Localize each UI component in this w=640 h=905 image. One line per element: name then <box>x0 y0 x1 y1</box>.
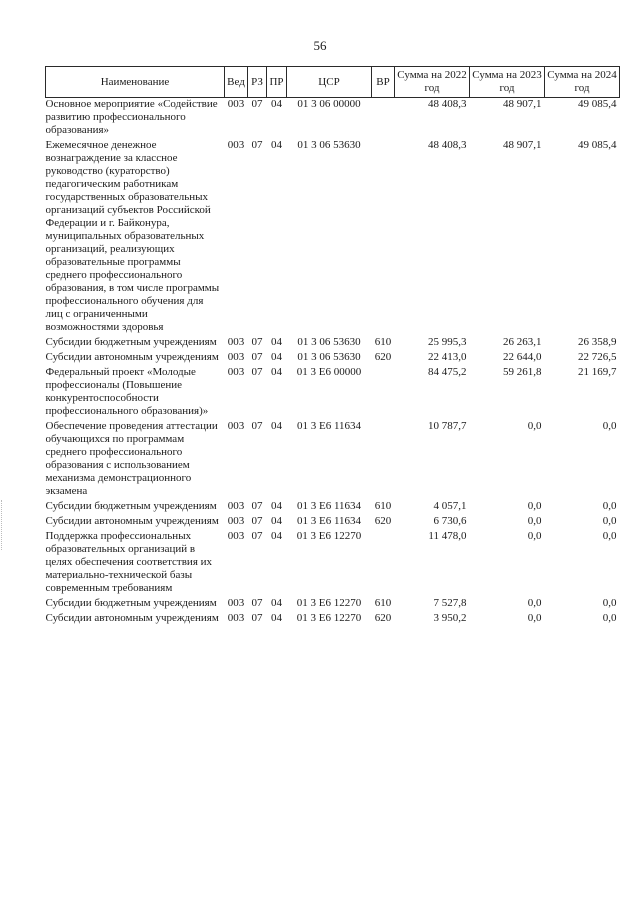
cell-pr: 04 <box>271 366 282 378</box>
cell-rz: 07 <box>251 420 263 432</box>
cell-rz: 07 <box>251 98 263 110</box>
table-header-row <box>46 67 620 98</box>
table-row <box>46 530 620 597</box>
cell-csr: 01 3 06 00000 <box>297 98 361 110</box>
cell-sum-2024: 0,0 <box>602 597 617 609</box>
scan-margin-mark <box>1 500 8 550</box>
cell-name: Обеспечение проведения аттестации обучающихся по программам среднего профессионального образования с использованием механизма демонстрационного экзамена <box>45 420 218 497</box>
cell-ved: 003 <box>227 420 245 432</box>
cell-sum-2023: 22 644,0 <box>503 351 542 363</box>
cell-ved: 003 <box>227 98 245 110</box>
cell-sum-2024: 22 726,5 <box>578 351 617 363</box>
cell-csr: 01 3 06 53630 <box>297 351 361 363</box>
cell-rz: 07 <box>251 530 263 542</box>
cell-sum-2023: 0,0 <box>527 530 542 542</box>
cell-sum-2024: 0,0 <box>602 500 617 512</box>
cell-sum-2024: 0,0 <box>602 612 617 624</box>
table-row <box>46 612 620 627</box>
table-row <box>46 500 620 515</box>
header-csr: ЦСР <box>287 67 372 98</box>
cell-pr: 04 <box>271 139 282 151</box>
cell-csr: 01 3 Е6 00000 <box>296 366 362 378</box>
cell-pr: 04 <box>271 530 282 542</box>
cell-rz: 07 <box>251 612 263 624</box>
cell-sum-2024: 26 358,9 <box>578 336 617 348</box>
table-row <box>46 139 620 336</box>
cell-name: Субсидии автономным учреждениям <box>45 515 219 527</box>
cell-sum-2022: 25 995,3 <box>428 336 467 348</box>
cell-sum-2023: 59 261,8 <box>503 366 542 378</box>
cell-name: Федеральный проект «Молодые профессионалы (Повышение конкурентоспособности профессионального образования)» <box>45 366 209 417</box>
cell-pr: 04 <box>271 420 282 432</box>
cell-sum-2022: 3 950,2 <box>433 612 467 624</box>
cell-rz: 07 <box>251 500 263 512</box>
cell-sum-2022: 4 057,1 <box>433 500 467 512</box>
cell-sum-2023: 26 263,1 <box>503 336 542 348</box>
cell-rz: 07 <box>251 515 263 527</box>
cell-vr: 610 <box>374 597 392 609</box>
cell-csr: 01 3 06 53630 <box>297 139 361 151</box>
cell-vr <box>372 366 395 420</box>
cell-csr: 01 3 Е6 11634 <box>296 420 362 432</box>
cell-sum-2023: 48 907,1 <box>503 98 542 110</box>
cell-sum-2024: 21 169,7 <box>578 366 617 378</box>
cell-ved: 003 <box>227 351 245 363</box>
header-ved: Вед <box>225 67 248 98</box>
cell-ved: 003 <box>227 139 245 151</box>
table-row <box>46 351 620 366</box>
cell-sum-2022: 84 475,2 <box>428 366 467 378</box>
cell-ved: 003 <box>227 500 245 512</box>
cell-ved: 003 <box>227 366 245 378</box>
cell-ved: 003 <box>227 336 245 348</box>
cell-sum-2022: 10 787,7 <box>428 420 467 432</box>
cell-sum-2023: 0,0 <box>527 500 542 512</box>
cell-pr: 04 <box>271 500 282 512</box>
cell-csr: 01 3 Е6 12270 <box>296 597 362 609</box>
cell-pr: 04 <box>271 98 282 110</box>
cell-vr: 620 <box>374 612 392 624</box>
cell-sum-2022: 11 478,0 <box>428 530 467 542</box>
cell-csr: 01 3 Е6 12270 <box>296 530 362 542</box>
cell-sum-2022: 7 527,8 <box>433 597 467 609</box>
cell-sum-2022: 48 408,3 <box>428 98 467 110</box>
cell-vr: 610 <box>374 500 392 512</box>
cell-vr <box>372 139 395 336</box>
header-name: Наименование <box>46 67 225 98</box>
cell-vr <box>372 98 395 140</box>
cell-rz: 07 <box>251 351 263 363</box>
cell-ved: 003 <box>227 530 245 542</box>
cell-vr: 610 <box>374 336 392 348</box>
cell-name: Ежемесячное денежное вознаграждение за классное руководство (кураторство) педагогическим работникам государственных образовательных организаций субъектов Российской Федерации и г. Байконура, муниципальных образовательных организаций, реализующих образовательные программы среднего профессионального образования, в том числе программы профессионального обучения для лиц с ограниченными возможностями здоровья <box>45 139 220 333</box>
cell-sum-2024: 0,0 <box>602 420 617 432</box>
cell-ved: 003 <box>227 597 245 609</box>
cell-csr: 01 3 Е6 11634 <box>296 500 362 512</box>
table-row <box>46 597 620 612</box>
header-pr: ПР <box>267 67 287 98</box>
table-row <box>46 420 620 500</box>
cell-sum-2022: 22 413,0 <box>428 351 467 363</box>
cell-name: Субсидии бюджетным учреждениям <box>45 336 217 348</box>
cell-pr: 04 <box>271 597 282 609</box>
cell-sum-2022: 6 730,6 <box>433 515 467 527</box>
cell-name: Субсидии бюджетным учреждениям <box>45 597 217 609</box>
budget-table <box>45 66 620 627</box>
cell-sum-2023: 0,0 <box>527 420 542 432</box>
table-body <box>46 98 620 628</box>
header-sum-2023: Сумма на 2023 год <box>470 67 545 98</box>
cell-rz: 07 <box>251 366 263 378</box>
header-vr: ВР <box>372 67 395 98</box>
cell-pr: 04 <box>271 515 282 527</box>
cell-sum-2023: 48 907,1 <box>503 139 542 151</box>
header-sum-2022: Сумма на 2022 год <box>395 67 470 98</box>
cell-sum-2024: 0,0 <box>602 530 617 542</box>
cell-sum-2023: 0,0 <box>527 597 542 609</box>
cell-csr: 01 3 Е6 12270 <box>296 612 362 624</box>
cell-name: Субсидии автономным учреждениям <box>45 351 219 363</box>
cell-sum-2024: 49 085,4 <box>578 98 617 110</box>
cell-sum-2023: 0,0 <box>527 612 542 624</box>
page-number: 56 <box>313 38 327 53</box>
cell-ved: 003 <box>227 612 245 624</box>
header-sum-2024: Сумма на 2024 год <box>545 67 620 98</box>
cell-vr <box>372 420 395 500</box>
table-row <box>46 515 620 530</box>
cell-name: Основное мероприятие «Содействие развитию профессионального образования» <box>45 98 218 136</box>
cell-name: Субсидии автономным учреждениям <box>45 612 219 624</box>
cell-vr: 620 <box>374 351 392 363</box>
header-rz: РЗ <box>248 67 267 98</box>
cell-vr: 620 <box>374 515 392 527</box>
cell-csr: 01 3 06 53630 <box>297 336 361 348</box>
cell-csr: 01 3 Е6 11634 <box>296 515 362 527</box>
cell-rz: 07 <box>251 336 263 348</box>
cell-ved: 003 <box>227 515 245 527</box>
cell-name: Субсидии бюджетным учреждениям <box>45 500 217 512</box>
table-row <box>46 366 620 420</box>
cell-sum-2022: 48 408,3 <box>428 139 467 151</box>
cell-pr: 04 <box>271 336 282 348</box>
cell-sum-2024: 0,0 <box>602 515 617 527</box>
cell-name: Поддержка профессиональных образовательных организаций в целях обеспечения соответствия их материально-технической базы современным требованиям <box>45 530 213 594</box>
table-row <box>46 336 620 351</box>
cell-sum-2024: 49 085,4 <box>578 139 617 151</box>
cell-sum-2023: 0,0 <box>527 515 542 527</box>
table-row <box>46 98 620 140</box>
cell-pr: 04 <box>271 612 282 624</box>
cell-pr: 04 <box>271 351 282 363</box>
cell-rz: 07 <box>251 597 263 609</box>
cell-rz: 07 <box>251 139 263 151</box>
cell-vr <box>372 530 395 597</box>
